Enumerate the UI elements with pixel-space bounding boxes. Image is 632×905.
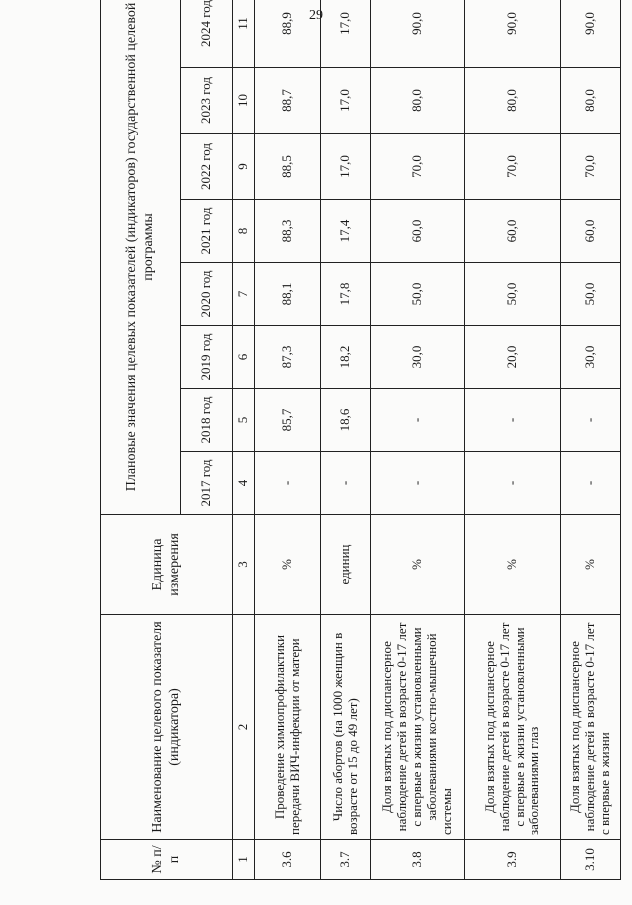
row-value: - xyxy=(321,452,371,515)
indicator-table-rotated xyxy=(100,0,620,880)
row-value: - xyxy=(465,452,561,515)
row-value: 50,0 xyxy=(371,263,465,326)
row-num: 3.10 xyxy=(561,840,621,880)
row-value: 50,0 xyxy=(465,263,561,326)
row-value: 20,0 xyxy=(465,326,561,389)
row-value: 17,4 xyxy=(321,200,371,263)
row-value: 90,0 xyxy=(371,0,465,68)
row-value: 30,0 xyxy=(561,326,621,389)
row-name: Доля взятых под диспансерное наблюдение детей в возрасте 0-17 лет с впервые в жизни установленными заболеваниями глаз xyxy=(465,615,561,840)
table-row xyxy=(465,0,561,880)
index-cell: 8 xyxy=(233,200,255,263)
row-value: 70,0 xyxy=(371,134,465,200)
header-year: 2019 год xyxy=(181,326,233,389)
row-value: 88,1 xyxy=(255,263,321,326)
row-value: 50,0 xyxy=(561,263,621,326)
row-value: - xyxy=(371,389,465,452)
row-unit: % xyxy=(561,515,621,615)
row-num: 3.6 xyxy=(255,840,321,880)
row-num: 3.8 xyxy=(371,840,465,880)
index-cell: 10 xyxy=(233,68,255,134)
row-value: - xyxy=(371,452,465,515)
row-value: 30,0 xyxy=(371,326,465,389)
header-year: 2017 год xyxy=(181,452,233,515)
index-cell: 11 xyxy=(233,0,255,68)
row-value: 18,2 xyxy=(321,326,371,389)
row-name: Проведение химиопрофилактики передачи ВИЧ-инфекции от матери xyxy=(255,615,321,840)
header-name: Наименование целевого показателя (индикатора) xyxy=(101,615,233,840)
header-num: № п/п xyxy=(101,840,233,880)
index-cell: 6 xyxy=(233,326,255,389)
header-year: 2022 год xyxy=(181,134,233,200)
row-value: - xyxy=(561,389,621,452)
row-name: Число абортов (на 1000 женщин в возрасте от 15 до 49 лет) xyxy=(321,615,371,840)
table-row xyxy=(321,0,371,880)
row-unit: % xyxy=(255,515,321,615)
row-value: 60,0 xyxy=(371,200,465,263)
row-value: 17,0 xyxy=(321,134,371,200)
row-unit: % xyxy=(371,515,465,615)
header-row xyxy=(101,0,181,880)
index-cell: 1 xyxy=(233,840,255,880)
row-value: 70,0 xyxy=(465,134,561,200)
header-plan-values: Плановые значения целевых показателей (индикаторов) государственной целевой программы xyxy=(101,0,181,515)
row-name: Доля взятых под диспансерное наблюдение детей в возрасте 0-17 лет с впервые в жизни установленными заболеваниями костно-мышечной системы xyxy=(371,615,465,840)
row-value: 80,0 xyxy=(465,68,561,134)
row-value: 17,8 xyxy=(321,263,371,326)
header-year: 2018 год xyxy=(181,389,233,452)
page-number: 29 xyxy=(309,8,323,23)
row-value: - xyxy=(561,452,621,515)
header-year: 2020 год xyxy=(181,263,233,326)
row-value: 88,7 xyxy=(255,68,321,134)
index-cell: 7 xyxy=(233,263,255,326)
row-name: Доля взятых под диспансерное наблюдение детей в возрасте 0-17 лет с впервые в жизни xyxy=(561,615,621,840)
row-num: 3.9 xyxy=(465,840,561,880)
row-value: 17,0 xyxy=(321,68,371,134)
index-cell: 9 xyxy=(233,134,255,200)
index-row xyxy=(233,0,255,880)
row-unit: единиц xyxy=(321,515,371,615)
row-value: 80,0 xyxy=(561,68,621,134)
table-row xyxy=(561,0,621,880)
row-value: 18,6 xyxy=(321,389,371,452)
header-year: 2021 год xyxy=(181,200,233,263)
row-value: - xyxy=(465,389,561,452)
index-cell: 2 xyxy=(233,615,255,840)
index-cell: 5 xyxy=(233,389,255,452)
indicator-table xyxy=(100,0,621,880)
index-cell: 3 xyxy=(233,515,255,615)
index-cell: 4 xyxy=(233,452,255,515)
table-row xyxy=(371,0,465,880)
row-value: 17,0 xyxy=(321,0,371,68)
row-value: 60,0 xyxy=(561,200,621,263)
row-value: - xyxy=(255,452,321,515)
row-unit: % xyxy=(465,515,561,615)
row-value: 90,0 xyxy=(465,0,561,68)
row-num: 3.7 xyxy=(321,840,371,880)
table-row xyxy=(255,0,321,880)
row-value: 88,9 xyxy=(255,0,321,68)
row-value: 90,0 xyxy=(561,0,621,68)
header-year: 2024 год xyxy=(181,0,233,68)
row-value: 88,5 xyxy=(255,134,321,200)
row-value: 60,0 xyxy=(465,200,561,263)
row-value: 87,3 xyxy=(255,326,321,389)
header-unit: Единица измерения xyxy=(101,515,233,615)
header-year: 2023 год xyxy=(181,68,233,134)
row-value: 88,3 xyxy=(255,200,321,263)
row-value: 85,7 xyxy=(255,389,321,452)
row-value: 70,0 xyxy=(561,134,621,200)
row-value: 80,0 xyxy=(371,68,465,134)
